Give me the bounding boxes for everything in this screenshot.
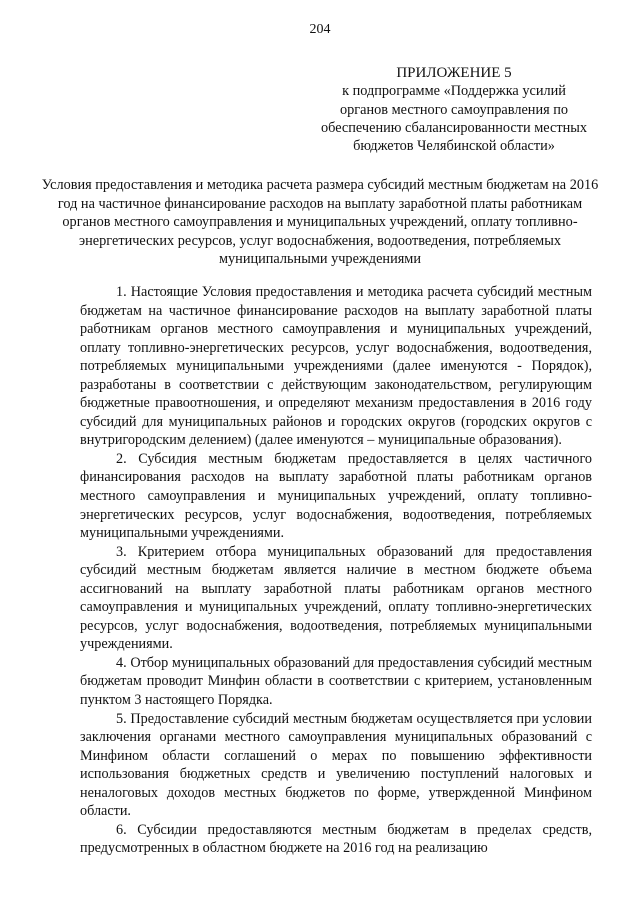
appendix-title: ПРИЛОЖЕНИЕ 5	[396, 65, 512, 81]
document-body	[80, 283, 592, 858]
paragraph-1: 1. Настоящие Условия предоставления и методика расчета субсидий местным бюджетам на частичное финансирование расходов на выплату заработной платы работникам органов местного самоуправления и муниципальных учреждений, оплату топливно-энергетических ресурсов, услуг водоснабжения, водоотведения, потребляемых муниципальными учреждениями (далее именуются - Порядок), разработаны в соответствии с действующим законодательством, регулирующим бюджетные правоотношения, и определяют механизм предоставления в 2016 году субсидий для муниципальных районов и городских округов (городских округов с внутригородским делением) (далее именуются – муниципальные образования).	[80, 284, 592, 449]
document-title: Условия предоставления и методика расчета размера субсидий местным бюджетам на 2016 год на частичное финансирование расходов на выплату заработной платы работникам органов местного самоуправления и муниципальных учреждений, оплату топливно-энергетических ресурсов, услуг водоснабжения, водоотведения, потребляемых муниципальными учреждениями	[41, 177, 599, 268]
paragraph-5: 5. Предоставление субсидий местным бюджетам осуществляется при условии заключения органами местного самоуправления муниципальных образований с Минфином области соглашений о мерах по повышению эффективности использования бюджетных средств и увеличению поступлений налоговых и неналоговых доходов местных бюджетов по форме, утвержденной Минфином области.	[80, 710, 592, 820]
appendix-subtitle: к подпрограмме «Поддержка усилий органов местного самоуправления по обеспечению сбалансированности местных бюджетов Челябинской области»	[321, 83, 587, 155]
page-number: 204	[309, 22, 331, 37]
paragraph-2: 2. Субсидия местным бюджетам предоставляется в целях частичного финансирования расходов на выплату заработной платы работникам органов местного самоуправления и муниципальных учреждений, оплату топливно-энергетических ресурсов, услуг водоснабжения, водоотведения, потребляемых муниципальными учреждениями.	[80, 450, 592, 542]
paragraph-3: 3. Критерием отбора муниципальных образований для предоставления субсидий местным бюджетам является наличие в местном бюджете объема ассигнований на выплату заработной платы работникам органов местного самоуправления и муниципальных учреждений, оплату топливно-энергетических ресурсов, услуг водоснабжения, водоотведения, потребляемых муниципальными учреждениями.	[80, 543, 592, 653]
appendix-header	[320, 64, 588, 155]
paragraph-6: 6. Субсидии предоставляются местным бюджетам в пределах средств, предусмотренных в областном бюджете на 2016 год на реализацию	[80, 821, 592, 857]
paragraph-4: 4. Отбор муниципальных образований для предоставления субсидий местным бюджетам проводит Минфин области в соответствии с критерием, установленным пунктом 3 настоящего Порядка.	[80, 654, 592, 709]
